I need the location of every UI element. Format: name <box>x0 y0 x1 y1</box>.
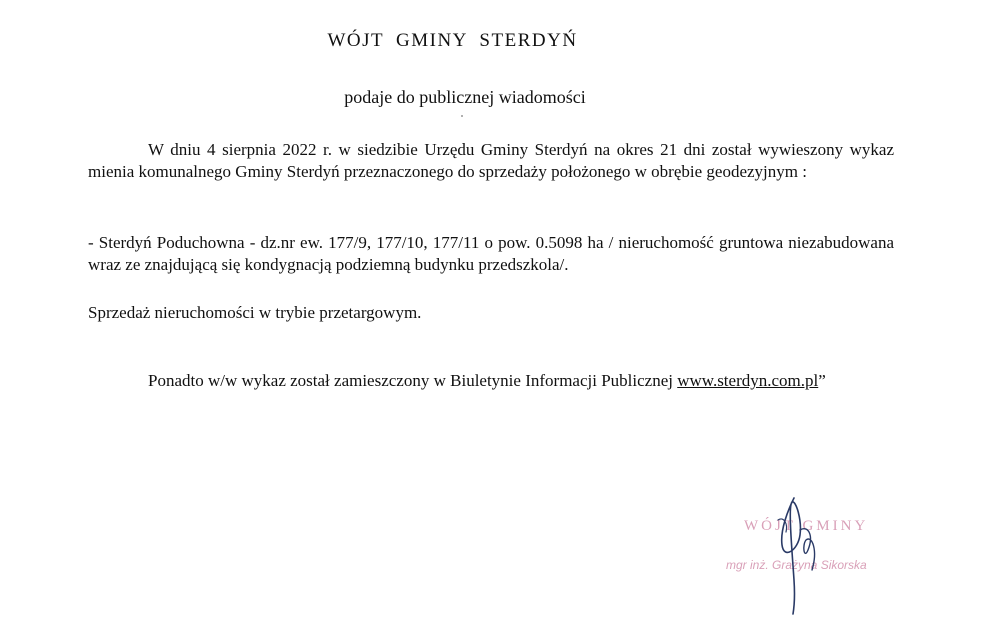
document-title: WÓJT GMINY STERDYŃ <box>327 30 578 51</box>
stamp-title: WÓJT GMINY <box>744 518 869 534</box>
document-subtitle: podaje do publicznej wiadomości <box>344 87 586 107</box>
publication-paragraph <box>88 370 894 392</box>
closing-quote: ” <box>818 371 826 390</box>
sale-mode-paragraph: Sprzedaż nieruchomości w trybie przetargowym. <box>88 303 422 322</box>
bip-link[interactable]: www.sterdyn.com.pl <box>677 371 819 390</box>
handwritten-signature <box>758 490 828 615</box>
stray-mark <box>461 115 463 117</box>
publication-text: Ponadto w/w wykaz został zamieszczony w Biuletynie Informacji Publicznej <box>148 371 678 390</box>
announcement-paragraph: W dniu 4 sierpnia 2022 r. w siedzibie Urzędu Gminy Sterdyń na okres 21 dni został wywieszony wykaz mienia komunalnego Gminy Sterdyń przeznaczonego do sprzedaży położonego w obrębie geodezyjnym : <box>88 140 894 181</box>
stamp-name: mgr inż. Grażyna Sikorska <box>726 558 867 572</box>
property-description: - Sterdyń Poduchowna - dz.nr ew. 177/9, 177/10, 177/11 o pow. 0.5098 ha / nieruchomość gruntowa niezabudowana wraz ze znajdującą się kondygnacją podziemną budynku przedszkola/. <box>88 233 894 274</box>
